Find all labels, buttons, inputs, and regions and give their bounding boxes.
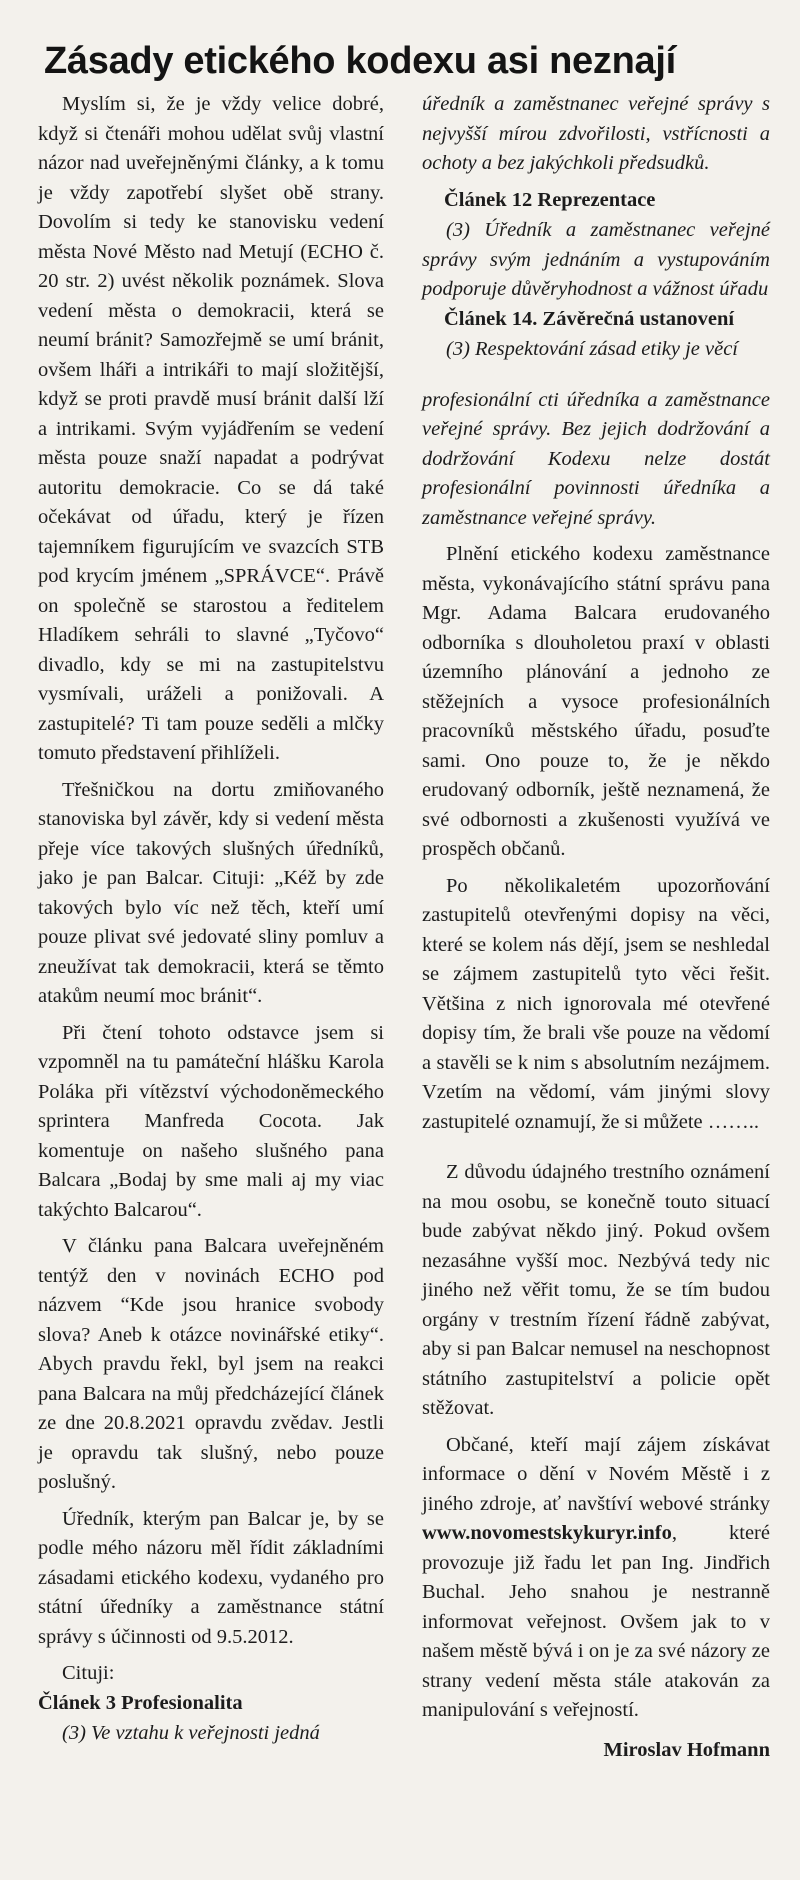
paragraph: V článku pana Balcara uveřejněném tentýž den v novinách ECHO pod názvem “Kde jsou hranice svobody slova? Aneb k otázce novinářské etiky“. Abych pravdu řekl, byl jsem na reakci pana Balcara na můj předcházející článek ze dne 20.8.2021 opravdu zvědav. Jestli je opravdu tak slušný, nebo pouze poslušný. xyxy=(38,1235,384,1493)
paragraph xyxy=(422,1431,770,1726)
paragraph: Z důvodu údajného trestního oznámení na mou osobu, se konečně touto situací bude zabývat někdo jiný. Pokud ovšem nezasáhne vyšší moc. Nezbývá tedy nic jiného než věřit tomu, že se tím budou orgány v trestním řízení řádně zabývat, aby si pan Balcar nemusel na neschopnost státního zastupitelství a policie opět stěžovat. xyxy=(422,1161,770,1419)
article-body xyxy=(38,90,770,1765)
paragraph: Po několikaletém upozorňování zastupitelů otevřenými dopisy na věci, které se kolem nás dějí, jsem se neshledal se zájmem zastupitelů tyto věci řešit. Většina z nich ignorovala mé otevřené dopisy tím, že brali vše pouze na vědomí a stavěli se k nim s absolutním nezájmem. Vzetím na vědomí, vám jinými slovy zastupitelé oznamují, že si můžete …….. xyxy=(422,874,770,1133)
section-heading: Článek 14. Závěrečná ustanovení xyxy=(444,307,735,330)
paragraph: Úředník, kterým pan Balcar je, by se podle mého názoru měl řídit základními zásadami etického kodexu, vydaného pro státní úředníky a zaměstnance státní správy s účinnosti od 9.5.2012. xyxy=(38,1507,384,1648)
spacer xyxy=(422,1144,770,1158)
website-link[interactable]: www.novomestskykuryr.info xyxy=(422,1522,672,1544)
paragraph: Třešničkou na dortu zmiňovaného stanoviska byl závěr, kdy si vedení města přeje více takových slušných úředníků, jako je pan Balcar. Cituji: „Kéž by zde takových bylo víc než těch, kteří umí pouze plivat své jedovaté sliny pomluv a zneužívat tak demokracii, která se těmto atakům neumí moc bránit“. xyxy=(38,778,384,1007)
quote-paragraph: (3) Ve vztahu k veřejnosti jedná xyxy=(62,1722,320,1744)
section-heading: Článek 3 Profesionalita xyxy=(38,1691,243,1714)
left-column xyxy=(38,90,384,1765)
paragraph-text: , které provozuje již řadu let pan Ing. Jindřich Buchal. Jeho snahou je nestranně informovat veřejnost. Ovšem jak to v našem městě bývá i on je za své názory ze strany vedení města stále atakován za manipulování s veřejností. xyxy=(422,1522,770,1721)
right-column xyxy=(422,90,770,1765)
paragraph: Plnění etického kodexu zaměstnance města, vykonávajícího státní správu pana Mgr. Adama Balcara erudovaného odborníka s dlouholetou praxí v oblasti územního plánování a jednoho ze stěžejních a vysoce profesionálních pracovníků městského úřadu, posuďte sami. Ono pouze to, že je někdo erudovaný odborník, ještě neznamená, že své odbornosti a zkušenosti využívá ve prospěch občanů. xyxy=(422,543,770,860)
spacer xyxy=(422,372,770,386)
article-title: Zásady etického kodexu asi neznají xyxy=(44,40,676,82)
paragraph-text: Občané, kteří mají zájem získávat informace o dění v Novém Městě i z jiného zdroje, ať navštíví webové stránky xyxy=(422,1433,770,1515)
paragraph: Při čtení tohoto odstavce jsem si vzpomněl na tu památeční hlášku Karola Poláka při vítězství východoněmeckého sprintera Manfreda Cocota. Jak komentuje on našeho slušného pana Balcara „Bodaj by sme mali aj my viac takýchto Balcarou“. xyxy=(38,1021,384,1221)
quote-paragraph: (3) Úředník a zaměstnanec veřejné správy svým jednáním a vystupováním podporuje důvěryhodnost a vážnost úřadu xyxy=(422,219,770,300)
quote-paragraph: úředník a zaměstnanec veřejné správy s nejvyšší mírou zdvořilosti, vstřícnosti a ochoty a bez jakýchkoli předsudků. xyxy=(422,93,770,174)
quote-paragraph: (3) Respektování zásad etiky je věcí xyxy=(446,338,738,360)
paragraph: Cituji: xyxy=(62,1662,115,1684)
paragraph: Myslím si, že je vždy velice dobré, když si čtenáři mohou udělat svůj vlastní názor nad uveřejněnými články, a k tomu je vždy zapotřebí slyšet obě strany. Dovolím si tedy ke stanovisku vedení města Nové Město nad Metují (ECHO č. 20 str. 2) uvést několik poznámek. Slova vedení města o demokracii, která se neumí bránit? Samozřejmě se umí bránit, ovšem lháři a intrikáři to mají složitější, když se proti pravdě musí bránit další lží a intrikami. Svým vyjádřením se vedení města pouze snaží napadat a podrývat autoritu demokracie. Co se dá také očekávat od úřadu, který je řízen tajemníkem figurujícím ve svazcích STB pod krycím jménem „SPRÁVCE“. Právě on společně se starostou a ředitelem Hladíkem sehráli to slavné „Tyčovo“ divadlo, kdy se mi na zastupitelstvu vysmívali, uráželi a ponižovali. A zastupitelé? Ti tam pouze seděli a mlčky tomuto představení přihlíželi. xyxy=(38,93,384,764)
quote-paragraph: profesionální cti úředníka a zaměstnance veřejné správy. Bez jejich dodržování a dodržování Kodexu nelze dostát profesionální povinnosti úředníka a zaměstnance veřejné správy. xyxy=(422,388,770,529)
section-heading: Článek 12 Reprezentace xyxy=(444,188,656,211)
author-signature: Miroslav Hofmann xyxy=(603,1738,770,1761)
